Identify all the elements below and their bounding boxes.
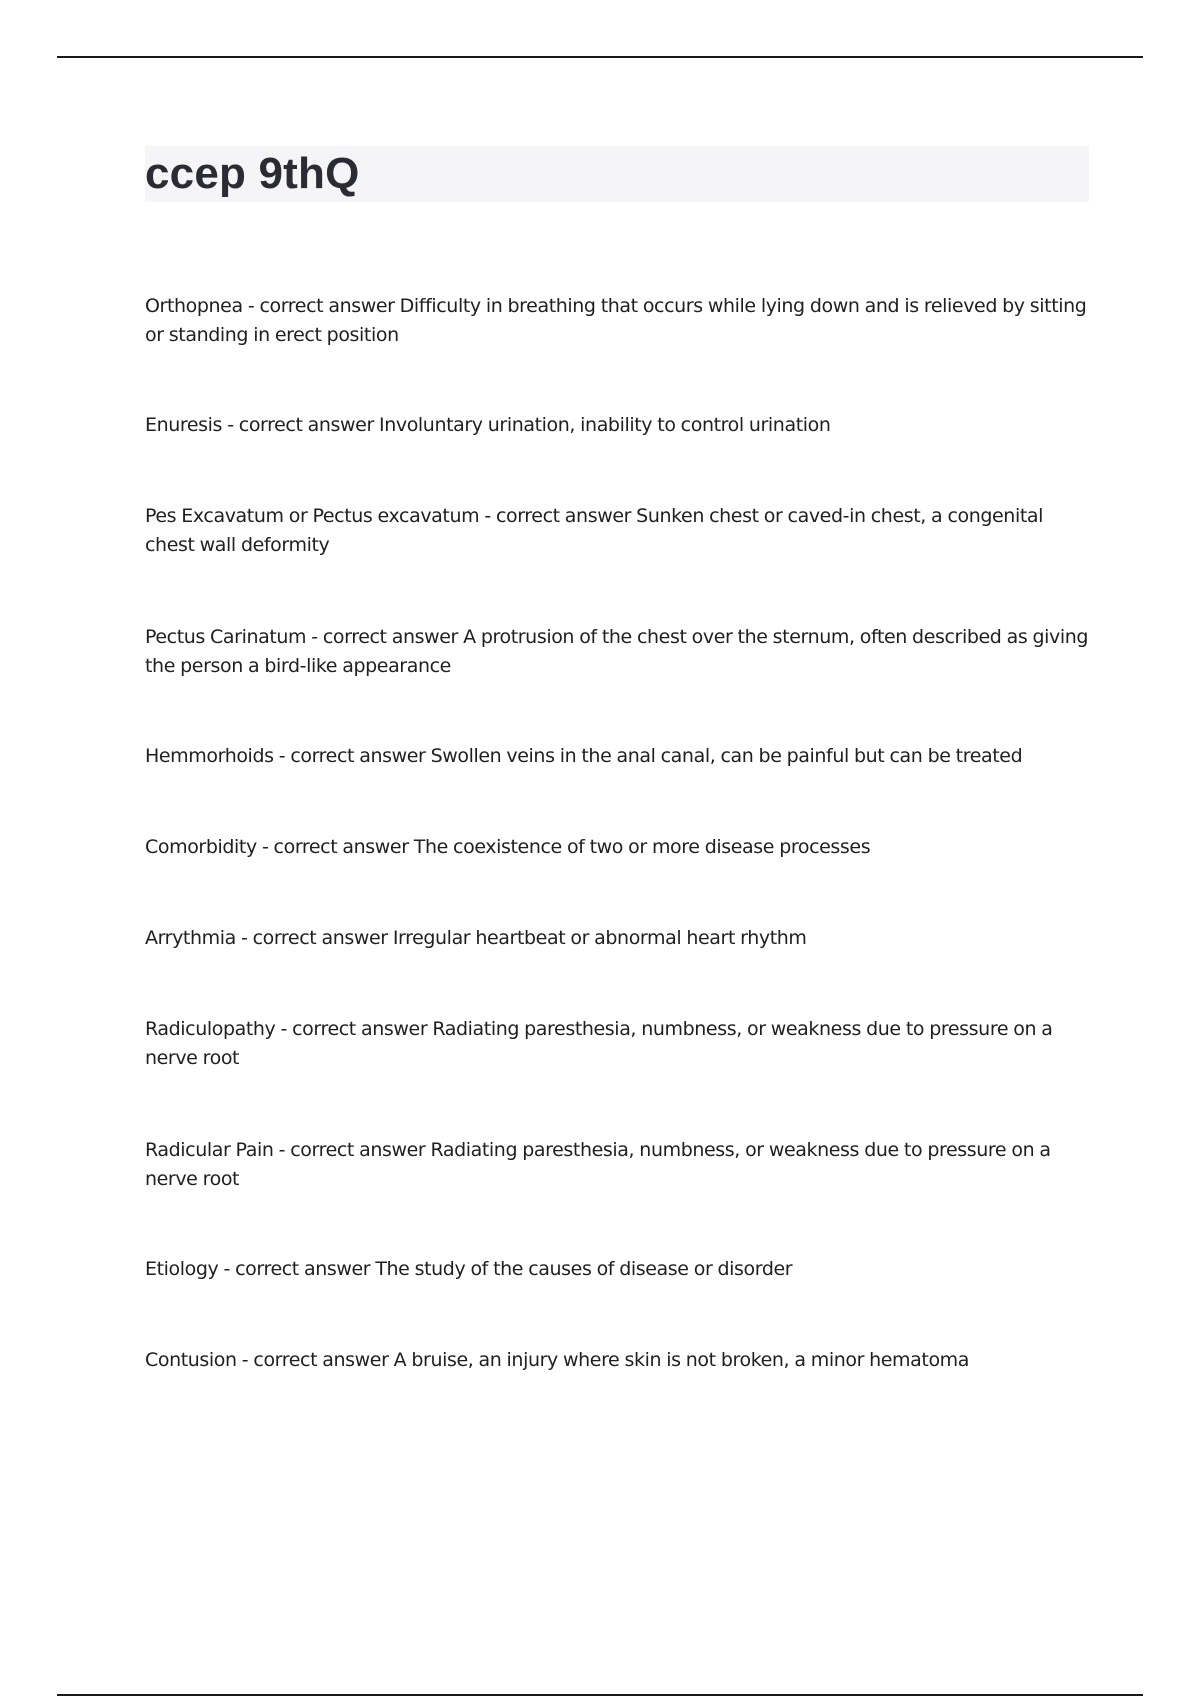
qa-item-orthopnea: Orthopnea - correct answer Difficulty in breathing that occurs while lying down and is relieved by sitting or standing in erect position: [145, 295, 1087, 346]
qa-item-radicular-pain: Radicular Pain - correct answer Radiating paresthesia, numbness, or weakness due to pressure on a nerve root: [145, 1139, 1051, 1190]
top-rule: [57, 56, 1143, 58]
qa-item-radiculopathy: Radiculopathy - correct answer Radiating paresthesia, numbness, or weakness due to pressure on a nerve root: [145, 1018, 1053, 1069]
bottom-rule: [57, 1694, 1143, 1696]
qa-item-pectus-carinatum: Pectus Carinatum - correct answer A protrusion of the chest over the sternum, often described as giving the person a bird-like appearance: [145, 626, 1089, 677]
qa-item-etiology: Etiology - correct answer The study of the causes of disease or disorder: [145, 1258, 793, 1280]
qa-item-arrythmia: Arrythmia - correct answer Irregular heartbeat or abnormal heart rhythm: [145, 927, 807, 949]
qa-item-pectus-excavatum: Pes Excavatum or Pectus excavatum - correct answer Sunken chest or caved-in chest, a congenital chest wall deformity: [145, 505, 1043, 556]
qa-item-enuresis: Enuresis - correct answer Involuntary urination, inability to control urination: [145, 414, 831, 436]
qa-item-comorbidity: Comorbidity - correct answer The coexistence of two or more disease processes: [145, 836, 871, 858]
qa-item-hemmorhoids: Hemmorhoids - correct answer Swollen veins in the anal canal, can be painful but can be treated: [145, 745, 1023, 767]
qa-item-contusion: Contusion - correct answer A bruise, an injury where skin is not broken, a minor hematoma: [145, 1349, 970, 1371]
page-title: ccep 9thQ: [145, 149, 360, 198]
